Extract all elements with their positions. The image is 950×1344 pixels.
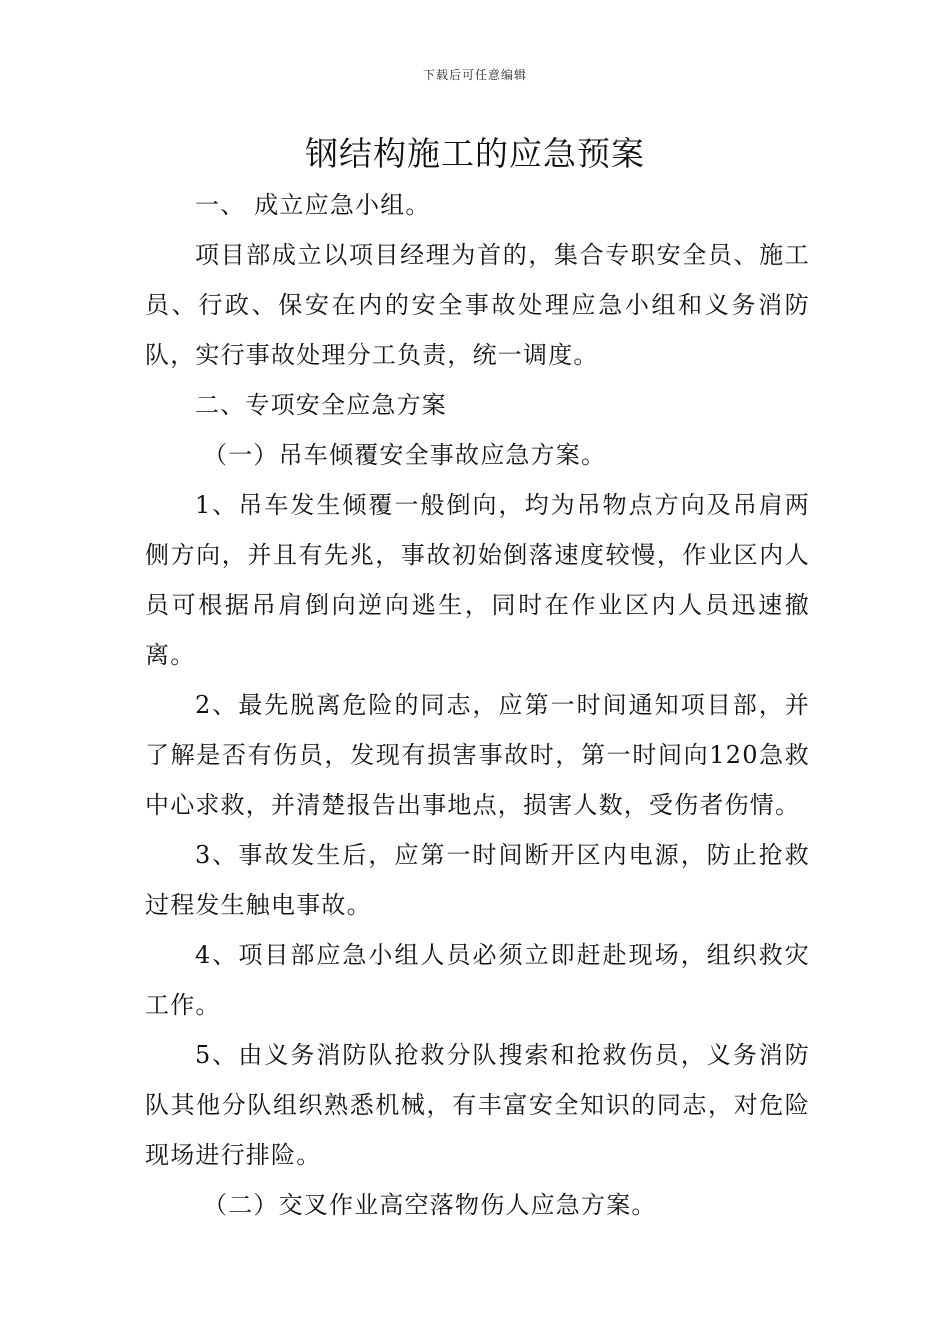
list-item: 2、最先脱离危险的同志，应第一时间通知项目部，并了解是否有伤员，发现有损害事故时，第一时间向120急救中心求救，并清楚报告出事地点，损害人数，受伤者伤情。 xyxy=(145,691,810,819)
document-title: 钢结构施工的应急预案 xyxy=(305,134,645,173)
list-item: 5、由义务消防队抢救分队搜索和抢救伤员，义务消防队其他分队组织熟悉机械，有丰富安全知识的同志，对危险现场进行排险。 xyxy=(145,1041,810,1169)
list-item: 4、项目部应急小组人员必须立即赶赴现场，组织救灾工作。 xyxy=(145,941,810,1019)
header-note: 下载后可任意编辑 xyxy=(422,68,527,82)
document-body xyxy=(145,180,810,1230)
paragraph-section1-body: 项目部成立以项目经理为首的，集合专职安全员、施工员、行政、保安在内的安全事故处理应急小组和义务消防队，实行事故处理分工负责，统一调度。 xyxy=(145,241,810,369)
list-item: 1、吊车发生倾覆一般倒向，均为吊物点方向及吊肩两侧方向，并且有先兆，事故初始倒落速度较慢，作业区内人员可根据吊肩倒向逆向逃生，同时在作业区内人员迅速撤离。 xyxy=(145,491,810,669)
section-heading-1: 一、 成立应急小组。 xyxy=(195,191,431,219)
list-item: 3、事故发生后，应第一时间断开区内电源，防止抢救过程发生触电事故。 xyxy=(145,841,810,919)
sub-heading-2: （二）交叉作业高空落物伤人应急方案。 xyxy=(203,1191,657,1219)
section-heading-2: 二、专项安全应急方案 xyxy=(195,391,447,419)
sub-heading-1: （一）吊车倾覆安全事故应急方案。 xyxy=(203,441,607,469)
